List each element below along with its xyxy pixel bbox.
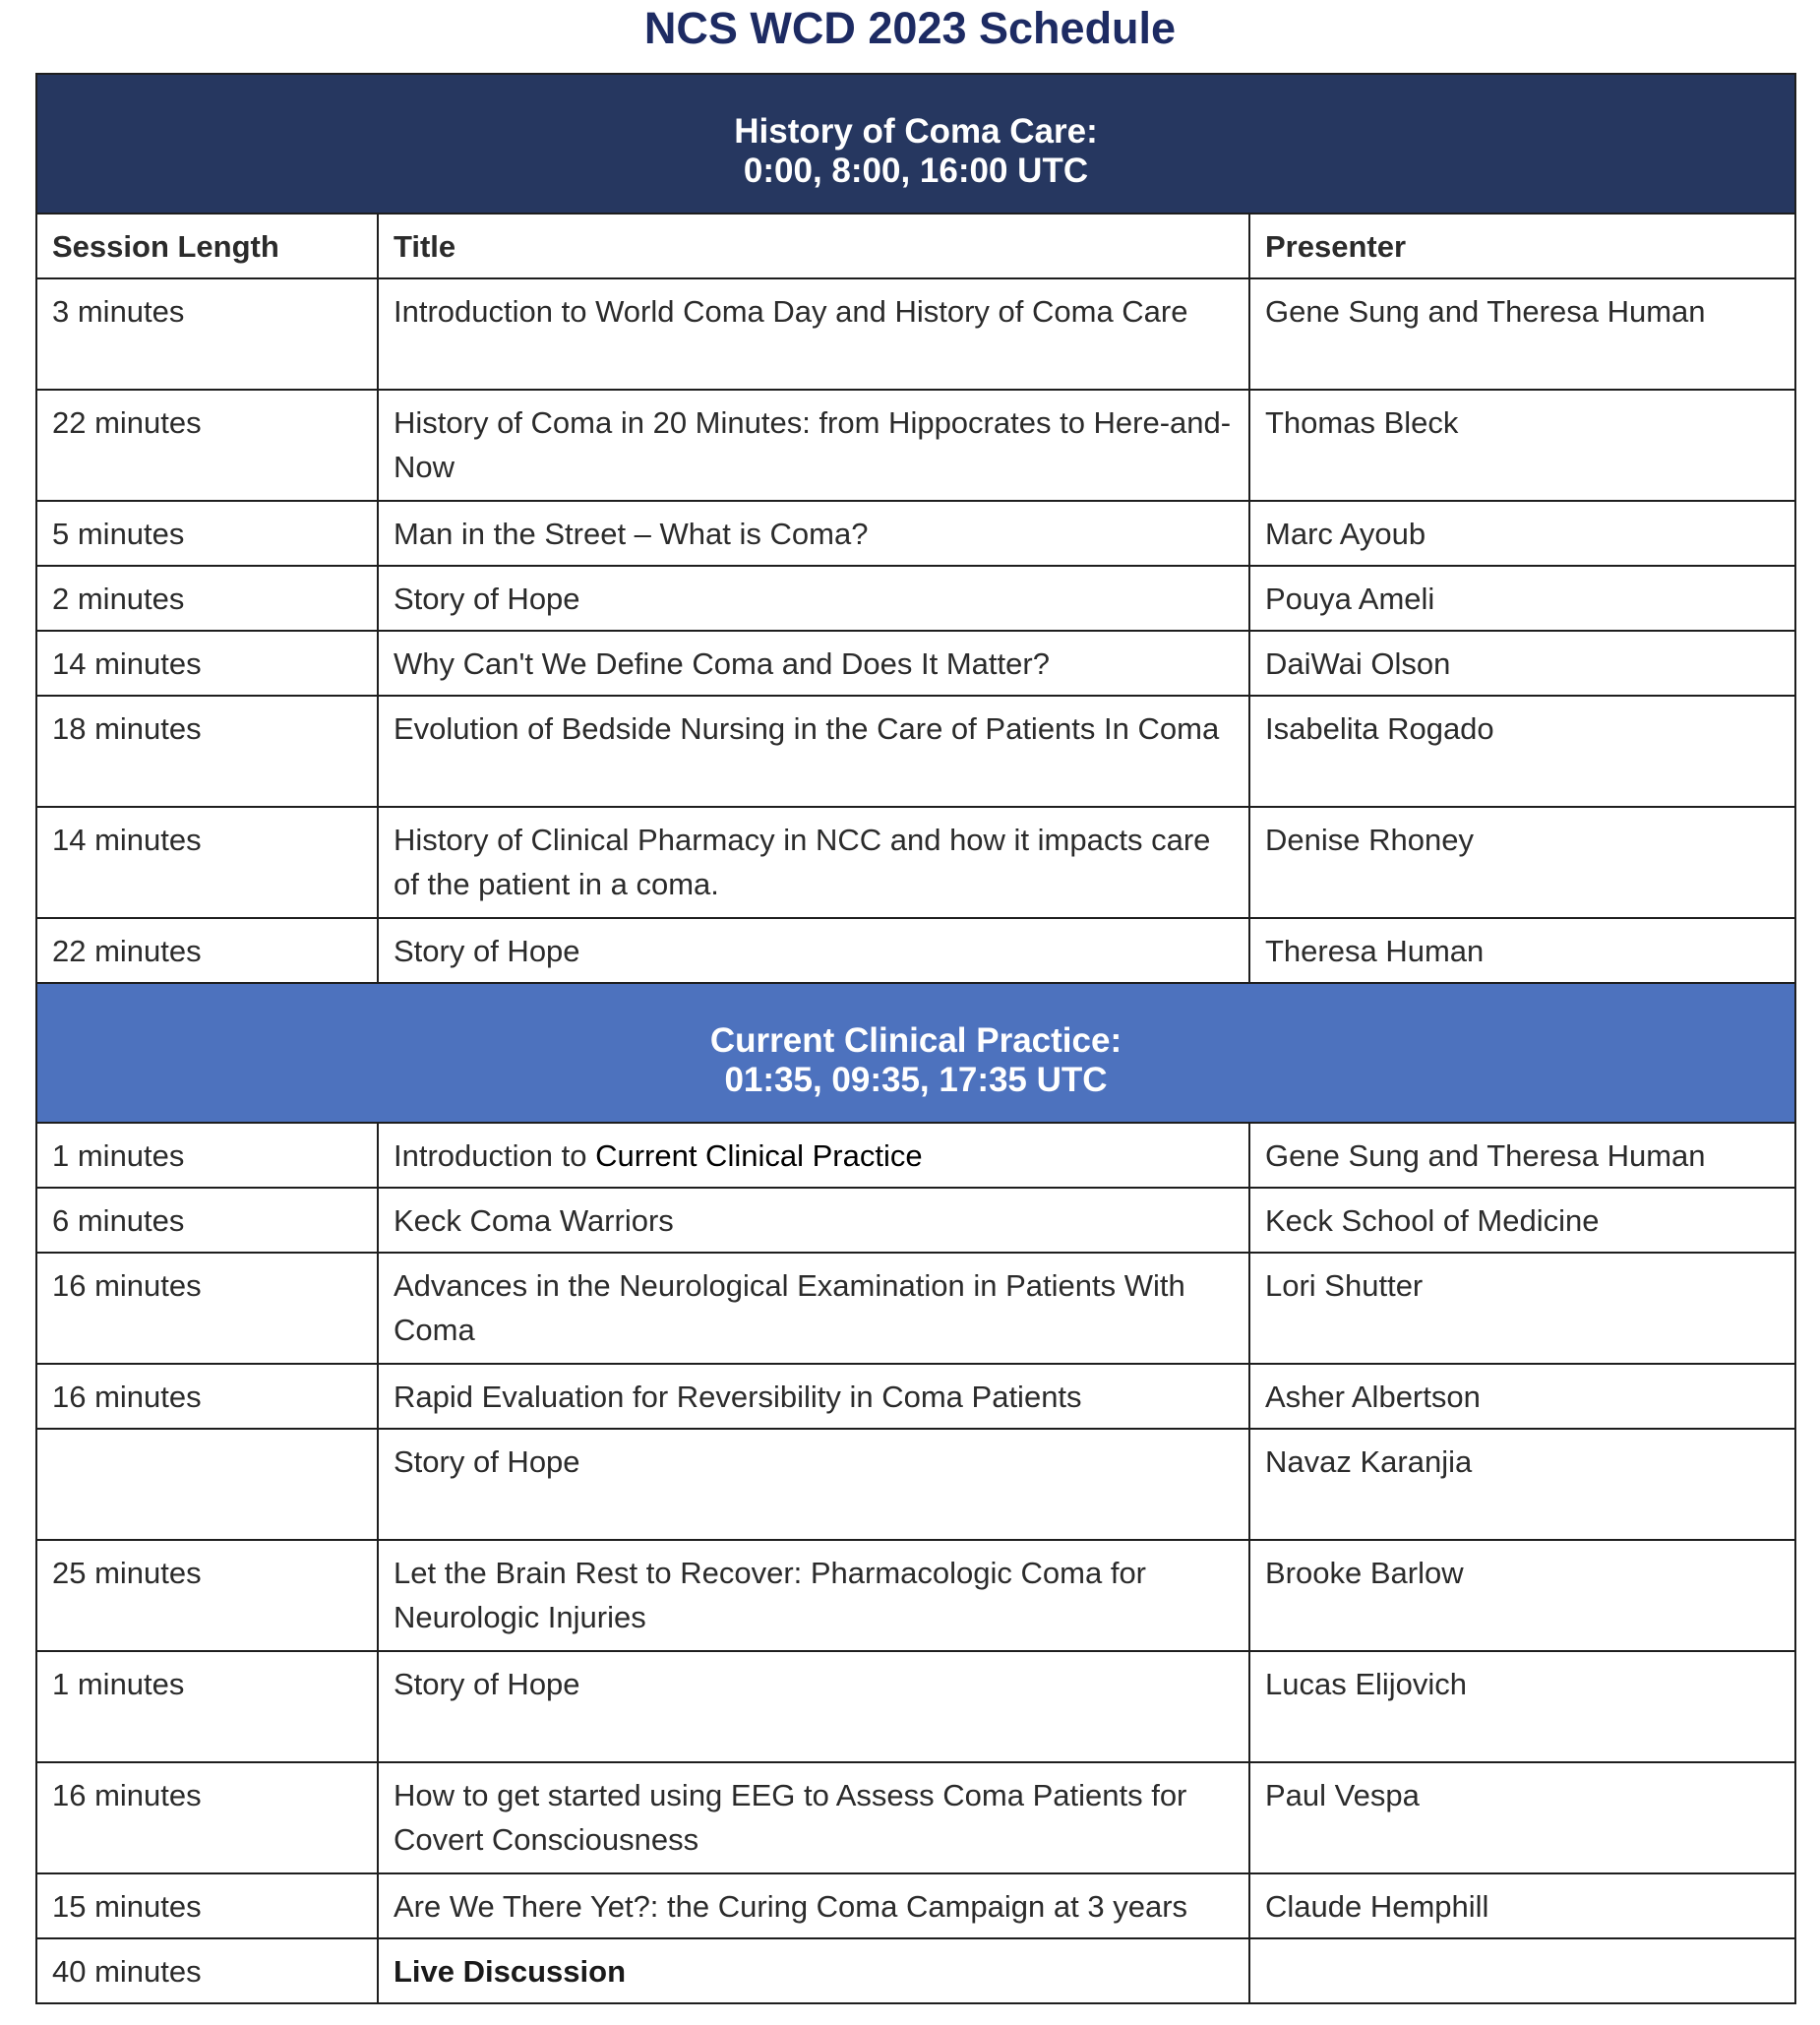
title-cell: Story of Hope <box>378 566 1249 631</box>
section-header-cell <box>36 74 1795 214</box>
table-row <box>36 566 1795 631</box>
session-length-cell: 2 minutes <box>36 566 378 631</box>
table-row <box>36 1873 1795 1938</box>
table-row <box>36 696 1795 807</box>
title-cell: Advances in the Neurological Examination in Patients With Coma <box>378 1253 1249 1364</box>
table-row <box>36 1762 1795 1873</box>
title-cell: History of Coma in 20 Minutes: from Hippocrates to Here-and-Now <box>378 390 1249 501</box>
session-length-cell: 5 minutes <box>36 501 378 566</box>
presenter-cell: Lori Shutter <box>1249 1253 1795 1364</box>
session-length-cell <box>36 1429 378 1540</box>
session-length-cell: 16 minutes <box>36 1364 378 1429</box>
presenter-cell: Isabelita Rogado <box>1249 696 1795 807</box>
title-emphasis: Current Clinical Practice <box>595 1138 923 1173</box>
presenter-cell: DaiWai Olson <box>1249 631 1795 696</box>
session-length-cell: 22 minutes <box>36 390 378 501</box>
session-length-cell: 40 minutes <box>36 1938 378 2003</box>
section-header-history <box>36 74 1795 214</box>
title-cell: How to get started using EEG to Assess Coma Patients for Covert Consciousness <box>378 1762 1249 1873</box>
table-row <box>36 390 1795 501</box>
presenter-cell: Paul Vespa <box>1249 1762 1795 1873</box>
column-header-session-length: Session Length <box>36 214 378 278</box>
title-cell: Why Can't We Define Coma and Does It Matter? <box>378 631 1249 696</box>
session-length-cell: 1 minutes <box>36 1651 378 1762</box>
presenter-cell: Asher Albertson <box>1249 1364 1795 1429</box>
table-row <box>36 1429 1795 1540</box>
title-cell: Introduction to World Coma Day and History of Coma Care <box>378 278 1249 390</box>
section-name: History of Coma Care: <box>734 112 1098 151</box>
session-length-cell: 18 minutes <box>36 696 378 807</box>
section-header-cell <box>36 983 1795 1123</box>
session-length-cell: 6 minutes <box>36 1188 378 1253</box>
presenter-cell: Navaz Karanjia <box>1249 1429 1795 1540</box>
session-length-cell: 22 minutes <box>36 918 378 983</box>
title-cell: Rapid Evaluation for Reversibility in Coma Patients <box>378 1364 1249 1429</box>
title-cell: Man in the Street – What is Coma? <box>378 501 1249 566</box>
session-length-cell: 16 minutes <box>36 1253 378 1364</box>
session-length-cell: 14 minutes <box>36 807 378 918</box>
session-length-cell: 25 minutes <box>36 1540 378 1651</box>
title-cell: Evolution of Bedside Nursing in the Care of Patients In Coma <box>378 696 1249 807</box>
schedule-table <box>35 73 1796 2004</box>
section-times: 01:35, 09:35, 17:35 UTC <box>724 1061 1108 1099</box>
session-length-cell: 16 minutes <box>36 1762 378 1873</box>
title-cell: Keck Coma Warriors <box>378 1188 1249 1253</box>
table-row <box>36 1123 1795 1188</box>
session-length-cell: 14 minutes <box>36 631 378 696</box>
presenter-cell: Theresa Human <box>1249 918 1795 983</box>
live-discussion-title: Live Discussion <box>394 1954 627 1989</box>
title-cell: Story of Hope <box>378 1651 1249 1762</box>
table-row <box>36 1188 1795 1253</box>
title-cell: Story of Hope <box>378 918 1249 983</box>
title-prefix: Introduction to <box>394 1138 596 1173</box>
column-header-title: Title <box>378 214 1249 278</box>
presenter-cell: Thomas Bleck <box>1249 390 1795 501</box>
title-cell: Story of Hope <box>378 1429 1249 1540</box>
session-length-cell: 15 minutes <box>36 1873 378 1938</box>
presenter-cell <box>1249 1938 1795 2003</box>
presenter-cell: Claude Hemphill <box>1249 1873 1795 1938</box>
presenter-cell: Lucas Elijovich <box>1249 1651 1795 1762</box>
session-length-cell: 3 minutes <box>36 278 378 390</box>
table-row <box>36 1651 1795 1762</box>
presenter-cell: Keck School of Medicine <box>1249 1188 1795 1253</box>
column-header-presenter: Presenter <box>1249 214 1795 278</box>
session-length-cell: 1 minutes <box>36 1123 378 1188</box>
table-row <box>36 807 1795 918</box>
section-name: Current Clinical Practice: <box>709 1021 1122 1060</box>
presenter-cell: Marc Ayoub <box>1249 501 1795 566</box>
presenter-cell: Pouya Ameli <box>1249 566 1795 631</box>
table-row <box>36 1364 1795 1429</box>
table-row <box>36 1253 1795 1364</box>
presenter-cell: Brooke Barlow <box>1249 1540 1795 1651</box>
title-cell <box>378 1938 1249 2003</box>
presenter-cell: Denise Rhoney <box>1249 807 1795 918</box>
title-cell: Let the Brain Rest to Recover: Pharmacologic Coma for Neurologic Injuries <box>378 1540 1249 1651</box>
table-row <box>36 501 1795 566</box>
table-row <box>36 1540 1795 1651</box>
page-title: NCS WCD 2023 Schedule <box>643 3 1177 53</box>
section-header-clinical-practice <box>36 983 1795 1123</box>
table-row <box>36 918 1795 983</box>
column-header-row <box>36 214 1795 278</box>
section-times: 0:00, 8:00, 16:00 UTC <box>743 152 1089 190</box>
table-row <box>36 1938 1795 2003</box>
table-row <box>36 631 1795 696</box>
table-row <box>36 278 1795 390</box>
presenter-cell: Gene Sung and Theresa Human <box>1249 1123 1795 1188</box>
title-cell: Are We There Yet?: the Curing Coma Campaign at 3 years <box>378 1873 1249 1938</box>
title-cell <box>378 1123 1249 1188</box>
title-cell: History of Clinical Pharmacy in NCC and how it impacts care of the patient in a coma. <box>378 807 1249 918</box>
presenter-cell: Gene Sung and Theresa Human <box>1249 278 1795 390</box>
